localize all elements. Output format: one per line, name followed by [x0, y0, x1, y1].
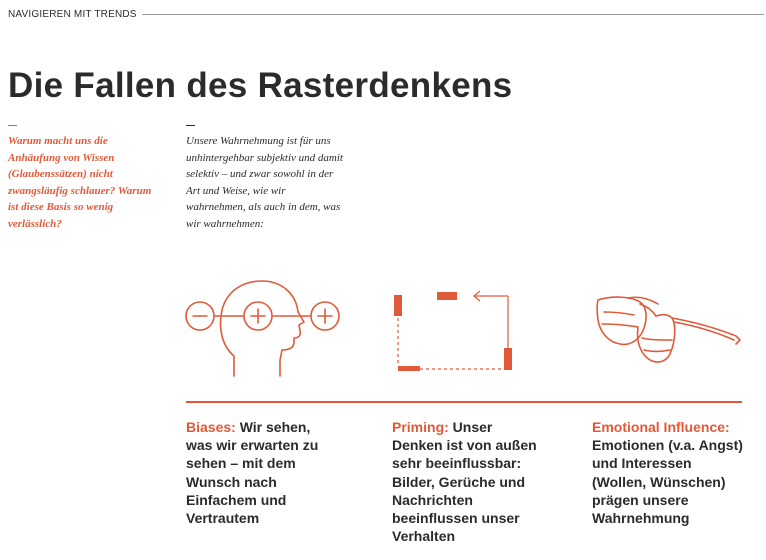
biases-column — [186, 418, 336, 527]
priming-heading: Priming: — [392, 419, 449, 435]
priming-column — [392, 418, 542, 545]
emotional-influence-text: Emotionen (v.a. Angst) und Interessen (Wollen, Wünschen) prägen unsere Wahrnehmung — [592, 437, 743, 527]
head-minus-plus-icon — [182, 276, 348, 378]
section-divider — [142, 14, 764, 15]
emotional-influence-column — [592, 418, 744, 527]
question-dash — [8, 125, 17, 126]
page-title: Die Fallen des Rasterdenkens — [8, 66, 513, 105]
columns-divider — [186, 401, 742, 403]
section-label: NAVIGIEREN MIT TRENDS — [8, 9, 137, 20]
priming-text: Unser Denken ist von außen sehr beeinflussbar: Bilder, Gerüche und Nachrichten beeinflussen unser Verhalten — [392, 419, 537, 545]
sunglasses-icon — [590, 292, 750, 370]
intro-dash — [186, 125, 195, 126]
frame-corners-icon — [388, 284, 518, 376]
intro-text: Unsere Wahrnehmung ist für uns unhintergehbar subjektiv und damit selektiv – und zwar sowohl in der Art und Weise, wie wir wahrnehmen, als auch in dem, was wir wahrnehmen: — [186, 135, 343, 230]
biases-text: Wir sehen, was wir erwarten zu sehen – mit dem Wunsch nach Einfachem und Vertrautem — [186, 419, 319, 527]
biases-heading: Biases: — [186, 419, 236, 435]
emotional-influence-heading: Emotional Influence: — [592, 419, 730, 435]
lead-question: Warum macht uns die Anhäufung von Wissen (Glaubenssätzen) nicht zwangsläufig schlauer? Warum ist diese Basis so wenig verlässlich? — [8, 135, 152, 230]
